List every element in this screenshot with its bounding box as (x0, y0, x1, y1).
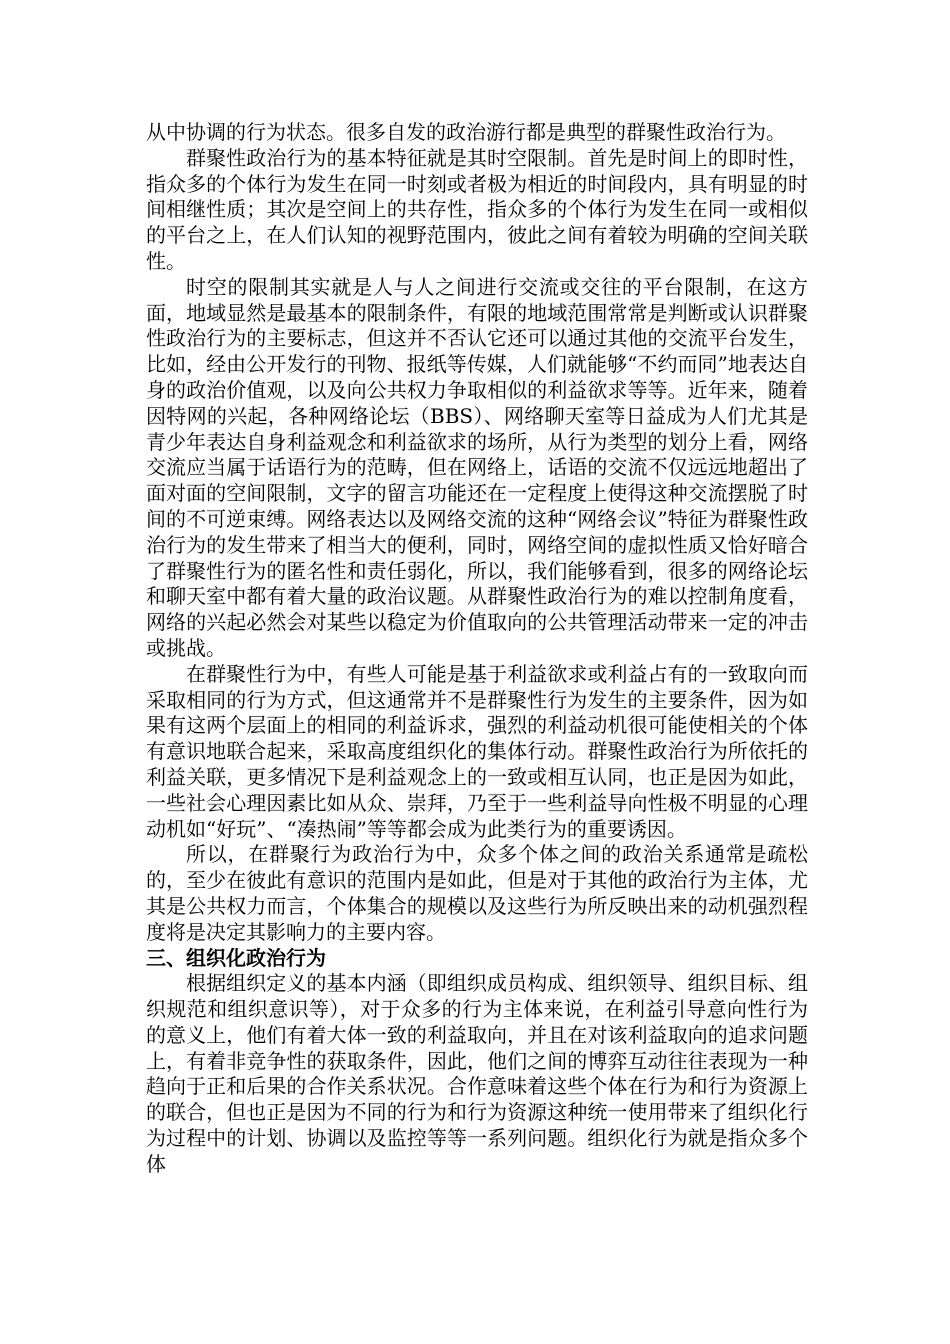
paragraph-interest-relations: 在群聚性行为中，有些人可能是基于利益欲求或利益占有的一致取向而采取相同的行为方式，但这通常并不是群聚性行为发生的主要条件，因为如果有这两个层面上的相同的利益诉求，强烈的利益动机很可能使相关的个体有意识地联合起来，采取高度组织化的集体行动。群聚性政治行为所依托的利益关联，更多情况下是利益观念上的一致或相互认同，也正是因为如此，一些社会心理因素比如从众、崇拜，乃至于一些利益导向性极不明显的心理动机如“好玩”、“凑热闹”等等都会成为此类行为的重要诱因。 (146, 661, 808, 841)
paragraph-organization-definition: 根据组织定义的基本内涵（即组织成员构成、组织领导、组织目标、组织规范和组织意识等），对于众多的行为主体来说，在利益引导意向性行为的意义上，他们有着大体一致的利益取向，并且在对该利益取向的追求问题上，有着非竞争性的获取条件，因此，他们之间的博弈互动往往表现为一种趋向于正和后果的合作关系状况。合作意味着这些个体在行为和行为资源上的联合，但也正是因为不同的行为和行为资源这种统一使用带来了组织化行为过程中的计划、协调以及监控等等一系列问题。组织化行为就是指众多个体 (146, 971, 808, 1176)
section-heading: 三、组织化政治行为 (146, 945, 326, 970)
paragraph-continuation: 从中协调的行为状态。很多自发的政治游行都是典型的群聚性政治行为。 (146, 120, 786, 144)
paragraph-spatiotemporal-features: 群聚性政治行为的基本特征就是其时空限制。首先是时间上的即时性，指众多的个体行为发生在同一时刻或者极为相近的时间段内，具有明显的时间相继性质；其次是空间上的共存性，指众多的个体行为发生在同一或相似的平台之上，在人们认知的视野范围内，彼此之间有着较为明确的空间关联性。 (146, 145, 808, 273)
paragraph-platform-limits: 时空的限制其实就是人与人之间进行交流或交往的平台限制，在这方面，地域显然是最基本的限制条件，有限的地域范围常常是判断或认识群聚性政治行为的主要标志，但这并不否认它还可以通过其他的交流平台发生，比如，经由公开发行的刊物、报纸等传媒，人们就能够“不约而同”地表达自身的政治价值观，以及向公共权力争取相似的利益欲求等等。近年来，随着因特网的兴起，各种网络论坛（BBS）、网络聊天室等日益成为人们尤其是青少年表达自身利益观念和利益欲求的场所，从行为类型的划分上看，网络交流应当属于话语行为的范畴，但在网络上，话语的交流不仅远远地超出了面对面的空间限制，文字的留言功能还在一定程度上使得这种交流摆脱了时间的不可逆束缚。网络表达以及网络交流的这种“网络会议”特征为群聚性政治行为的发生带来了相当大的便利，同时，网络空间的虚拟性质又恰好暗合了群聚性行为的匿名性和责任弱化，所以，我们能够看到，很多的网络论坛和聊天室中都有着大量的政治议题。从群聚性政治行为的难以控制角度看，网络的兴起必然会对某些以稳定为价值取向的公共管理活动带来一定的冲击或挑战。 (146, 274, 808, 660)
document-page (146, 120, 808, 1178)
paragraph-political-relations: 所以，在群聚行为政治行为中，众多个体之间的政治关系通常是疏松的，至少在彼此有意识的范围内是如此，但是对于其他的政治行为主体，尤其是公共权力而言，个体集合的规模以及这些行为所反映出来的动机强烈程度将是决定其影响力的主要内容。 (146, 842, 808, 944)
